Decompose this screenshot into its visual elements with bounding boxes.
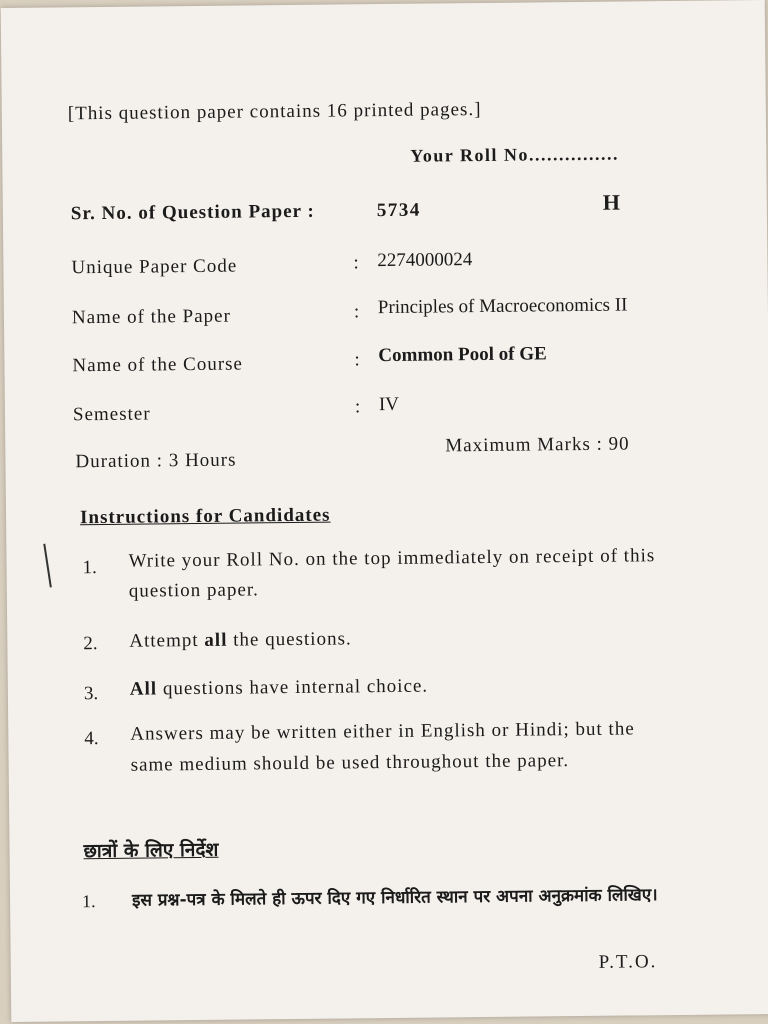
- question-paper-page: [1, 0, 768, 1022]
- course-name-colon: :: [354, 349, 360, 371]
- semester-colon: :: [354, 396, 361, 418]
- instruction-number: 3.: [83, 683, 99, 705]
- sr-no-label: Sr. No. of Question Paper :: [70, 200, 315, 225]
- instruction-number: 2.: [83, 633, 98, 655]
- margin-pen-mark: [43, 544, 52, 588]
- paper-name-value: Principles of Macroeconomics II: [377, 294, 628, 319]
- instruction-text: questions have internal choice.: [157, 675, 429, 700]
- duration: Duration : 3 Hours: [75, 449, 237, 473]
- sr-no-value: 5734: [376, 199, 421, 222]
- paper-code-value: 2274000024: [377, 249, 473, 272]
- please-turn-over: P.T.O.: [598, 951, 658, 973]
- instruction-number: 4.: [84, 728, 99, 750]
- instruction-item: [129, 621, 674, 657]
- hindi-instruction-item: इस प्रश्न-पत्र के मिलते ही ऊपर दिए गए निर्धारित स्थान पर अपना अनुक्रमांक लिखिए।: [131, 885, 658, 911]
- hindi-instructions-title: छात्रों के लिए निर्देश: [83, 838, 219, 863]
- instruction-emphasis: All: [129, 678, 158, 700]
- hindi-instruction-number: 1.: [81, 891, 96, 912]
- instruction-text: the questions.: [227, 628, 352, 651]
- instruction-item: [130, 669, 675, 705]
- instruction-item: Answers may be written either in English or Hindi; but the same medium should be used throughout the paper.: [130, 718, 635, 776]
- instruction-text: Attempt: [129, 629, 205, 652]
- maximum-marks: Maximum Marks : 90: [445, 433, 630, 457]
- instruction-emphasis: all: [204, 629, 228, 651]
- instructions-title: Instructions for Candidates: [79, 504, 331, 529]
- roll-number-field: Your Roll No...............: [410, 143, 620, 166]
- page-count-note: [This question paper contains 16 printed pages.]: [67, 98, 482, 125]
- paper-code-label: Unique Paper Code: [71, 255, 238, 279]
- paper-code-colon: :: [353, 252, 359, 274]
- semester-label: Semester: [72, 403, 151, 426]
- semester-value: IV: [378, 393, 400, 416]
- paper-name-label: Name of the Paper: [71, 305, 231, 329]
- instruction-number: 1.: [82, 557, 97, 579]
- paper-name-colon: :: [353, 301, 360, 323]
- course-name-label: Name of the Course: [72, 353, 244, 377]
- instruction-item: Write your Roll No. on the top immediately on receipt of this question paper.: [128, 545, 656, 602]
- set-letter: H: [602, 189, 621, 215]
- course-name-value: Common Pool of GE: [378, 343, 547, 367]
